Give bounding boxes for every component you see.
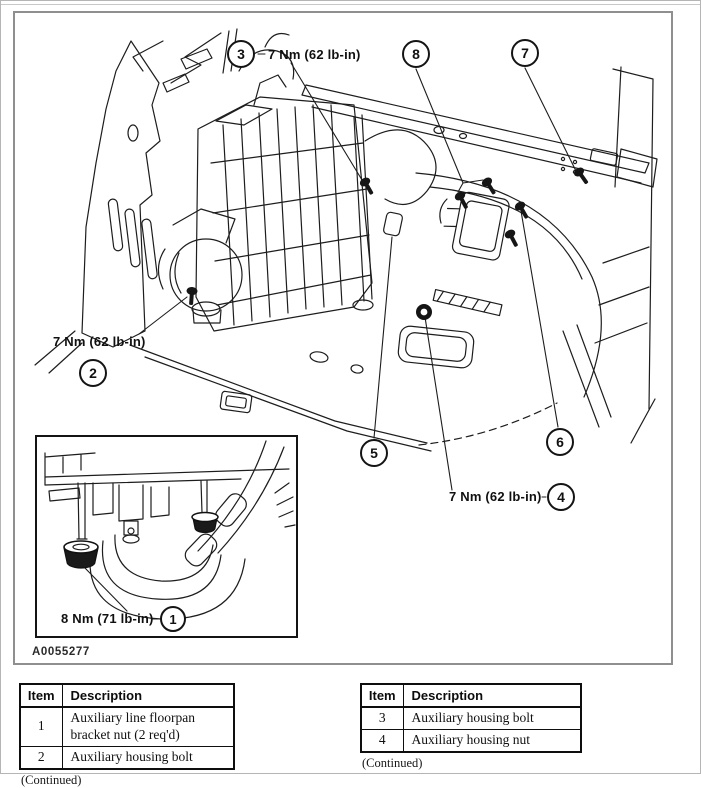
torque-label-2: 7 Nm (62 lb-in) — [53, 334, 146, 349]
auxiliary-housing — [196, 34, 373, 332]
table1-header-description: Description — [62, 684, 234, 707]
cowl-structure — [133, 29, 237, 92]
hose-loop — [365, 130, 436, 205]
item-number: 3 — [361, 707, 403, 729]
torque-label-1: 8 Nm (71 lb-in) — [61, 611, 154, 626]
control-module — [440, 189, 511, 261]
callout-8: 8 — [402, 40, 430, 68]
table2-header-description: Description — [403, 684, 581, 707]
right-panel — [563, 67, 655, 443]
callout-7: 7 — [511, 39, 539, 67]
fasteners — [186, 166, 592, 320]
item-description: Auxiliary housing bolt — [62, 746, 234, 768]
inset-detail-box — [35, 435, 298, 638]
table1-header-item: Item — [20, 684, 62, 707]
torque-label-3: 7 Nm (62 lb-in) — [268, 47, 361, 62]
callout-5: 5 — [360, 439, 388, 467]
table-row — [361, 729, 581, 751]
callout-4: 4 — [547, 483, 575, 511]
parts-table-items-3-4 — [360, 683, 580, 771]
item-description: Auxiliary housing bolt — [403, 707, 581, 729]
callout-6: 6 — [546, 428, 574, 456]
inset-line-art — [37, 437, 296, 636]
table1-continued-note: (Continued) — [21, 772, 82, 787]
item-description: Auxiliary housing nut — [403, 729, 581, 751]
figure-code: A0055277 — [32, 646, 90, 658]
table2-continued-note: (Continued) — [362, 755, 423, 770]
leader-lines — [139, 54, 576, 497]
table2-header-item: Item — [361, 684, 403, 707]
left-apron-panel — [35, 41, 160, 373]
torque-label-4: 7 Nm (62 lb-in) — [449, 489, 542, 504]
table-row — [361, 707, 581, 729]
diagram-frame — [13, 11, 673, 665]
table-row — [20, 746, 234, 768]
item-number: 2 — [20, 746, 62, 768]
parts-table-items-1-2 — [19, 683, 233, 788]
lower-duct — [397, 290, 502, 369]
item-number: 1 — [20, 707, 62, 746]
item-number: 4 — [361, 729, 403, 751]
callout-2: 2 — [79, 359, 107, 387]
item-description: Auxiliary line floorpan bracket nut (2 req'd) — [62, 707, 234, 746]
callout-1: 1 — [160, 606, 186, 632]
callout-3: 3 — [227, 40, 255, 68]
table-row — [20, 707, 234, 746]
